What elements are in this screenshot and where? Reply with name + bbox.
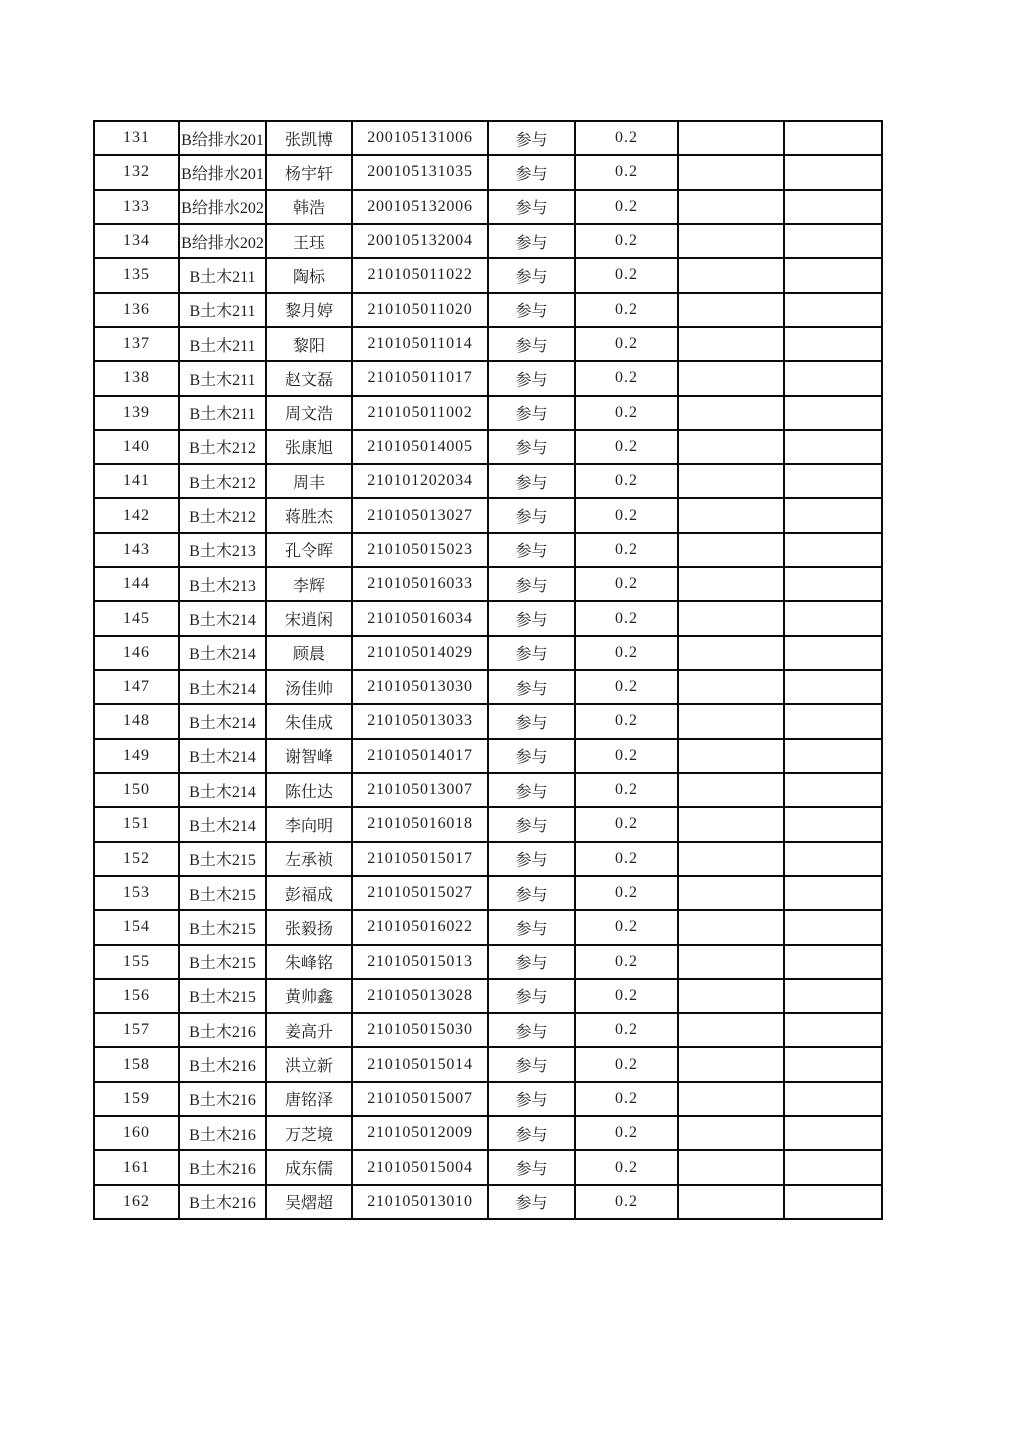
cell-empty-2 xyxy=(784,636,882,670)
cell-student-name: 左承祯 xyxy=(266,842,352,876)
cell-empty-2 xyxy=(784,567,882,601)
cell-empty-2 xyxy=(784,739,882,773)
cell-empty-1 xyxy=(678,327,784,361)
cell-student-name: 王珏 xyxy=(266,224,352,258)
cell-student-name: 赵文磊 xyxy=(266,361,352,395)
cell-row-number: 156 xyxy=(94,979,179,1013)
cell-participation-status: 参与 xyxy=(488,1013,575,1047)
cell-row-number: 158 xyxy=(94,1047,179,1081)
cell-empty-2 xyxy=(784,842,882,876)
cell-row-number: 147 xyxy=(94,670,179,704)
cell-class-name: B土木216 xyxy=(179,1150,266,1184)
cell-score: 0.2 xyxy=(575,1082,678,1116)
table-row xyxy=(94,1082,882,1116)
table-row xyxy=(94,155,882,189)
cell-empty-2 xyxy=(784,1013,882,1047)
cell-row-number: 157 xyxy=(94,1013,179,1047)
cell-empty-2 xyxy=(784,224,882,258)
cell-class-name: B土木212 xyxy=(179,498,266,532)
cell-empty-2 xyxy=(784,1150,882,1184)
table-row xyxy=(94,876,882,910)
cell-score: 0.2 xyxy=(575,396,678,430)
cell-student-name: 李向明 xyxy=(266,807,352,841)
cell-participation-status: 参与 xyxy=(488,1082,575,1116)
cell-participation-status: 参与 xyxy=(488,121,575,155)
table-row xyxy=(94,704,882,738)
cell-empty-2 xyxy=(784,1082,882,1116)
cell-student-id: 210105011014 xyxy=(352,327,488,361)
cell-row-number: 145 xyxy=(94,601,179,635)
cell-row-number: 154 xyxy=(94,910,179,944)
cell-class-name: B土木211 xyxy=(179,258,266,292)
cell-empty-1 xyxy=(678,1082,784,1116)
cell-empty-1 xyxy=(678,1013,784,1047)
cell-row-number: 153 xyxy=(94,876,179,910)
cell-empty-1 xyxy=(678,430,784,464)
table-row xyxy=(94,224,882,258)
table-row xyxy=(94,533,882,567)
cell-student-name: 万芝境 xyxy=(266,1116,352,1150)
cell-class-name: B土木211 xyxy=(179,293,266,327)
cell-class-name: B土木213 xyxy=(179,567,266,601)
cell-participation-status: 参与 xyxy=(488,876,575,910)
cell-empty-2 xyxy=(784,670,882,704)
cell-student-name: 朱佳成 xyxy=(266,704,352,738)
table-row xyxy=(94,327,882,361)
cell-student-name: 彭福成 xyxy=(266,876,352,910)
cell-class-name: B土木214 xyxy=(179,807,266,841)
cell-empty-2 xyxy=(784,155,882,189)
table-row xyxy=(94,601,882,635)
cell-participation-status: 参与 xyxy=(488,979,575,1013)
cell-empty-1 xyxy=(678,704,784,738)
cell-empty-2 xyxy=(784,945,882,979)
cell-student-id: 210105015004 xyxy=(352,1150,488,1184)
cell-participation-status: 参与 xyxy=(488,842,575,876)
table-row xyxy=(94,945,882,979)
cell-student-name: 洪立新 xyxy=(266,1047,352,1081)
cell-student-id: 210105011020 xyxy=(352,293,488,327)
cell-student-id: 210101202034 xyxy=(352,464,488,498)
cell-class-name: B土木214 xyxy=(179,670,266,704)
cell-score: 0.2 xyxy=(575,224,678,258)
cell-student-name: 韩浩 xyxy=(266,190,352,224)
cell-participation-status: 参与 xyxy=(488,1185,575,1219)
cell-student-id: 210105011002 xyxy=(352,396,488,430)
table-row xyxy=(94,1047,882,1081)
cell-participation-status: 参与 xyxy=(488,945,575,979)
cell-score: 0.2 xyxy=(575,361,678,395)
cell-score: 0.2 xyxy=(575,601,678,635)
cell-student-id: 210105015007 xyxy=(352,1082,488,1116)
cell-student-name: 陈仕达 xyxy=(266,773,352,807)
cell-class-name: B给排水201 xyxy=(179,121,266,155)
attendance-table-body xyxy=(94,121,882,1219)
cell-score: 0.2 xyxy=(575,807,678,841)
cell-empty-1 xyxy=(678,155,784,189)
cell-empty-2 xyxy=(784,601,882,635)
cell-empty-2 xyxy=(784,327,882,361)
cell-class-name: B土木216 xyxy=(179,1116,266,1150)
table-row xyxy=(94,396,882,430)
cell-class-name: B土木215 xyxy=(179,979,266,1013)
cell-row-number: 136 xyxy=(94,293,179,327)
cell-row-number: 148 xyxy=(94,704,179,738)
cell-student-name: 成东儒 xyxy=(266,1150,352,1184)
cell-score: 0.2 xyxy=(575,739,678,773)
cell-class-name: B土木216 xyxy=(179,1047,266,1081)
table-row xyxy=(94,910,882,944)
cell-empty-2 xyxy=(784,773,882,807)
cell-empty-1 xyxy=(678,739,784,773)
cell-student-name: 宋逍闲 xyxy=(266,601,352,635)
cell-student-name: 黎阳 xyxy=(266,327,352,361)
cell-row-number: 151 xyxy=(94,807,179,841)
cell-row-number: 133 xyxy=(94,190,179,224)
table-row xyxy=(94,1185,882,1219)
cell-class-name: B土木211 xyxy=(179,361,266,395)
cell-participation-status: 参与 xyxy=(488,258,575,292)
cell-student-id: 210105015027 xyxy=(352,876,488,910)
cell-empty-2 xyxy=(784,807,882,841)
cell-student-id: 210105011017 xyxy=(352,361,488,395)
cell-empty-1 xyxy=(678,807,784,841)
cell-class-name: B土木214 xyxy=(179,601,266,635)
cell-student-id: 210105016033 xyxy=(352,567,488,601)
cell-student-id: 210105014005 xyxy=(352,430,488,464)
cell-student-id: 210105014029 xyxy=(352,636,488,670)
cell-participation-status: 参与 xyxy=(488,773,575,807)
cell-student-id: 210105011022 xyxy=(352,258,488,292)
cell-empty-1 xyxy=(678,1185,784,1219)
cell-class-name: B给排水202 xyxy=(179,190,266,224)
cell-row-number: 135 xyxy=(94,258,179,292)
cell-empty-1 xyxy=(678,636,784,670)
cell-class-name: B土木213 xyxy=(179,533,266,567)
cell-empty-1 xyxy=(678,464,784,498)
cell-score: 0.2 xyxy=(575,670,678,704)
table-row xyxy=(94,636,882,670)
cell-empty-1 xyxy=(678,121,784,155)
cell-empty-1 xyxy=(678,533,784,567)
cell-class-name: B土木211 xyxy=(179,396,266,430)
cell-student-id: 210105012009 xyxy=(352,1116,488,1150)
cell-empty-2 xyxy=(784,1185,882,1219)
cell-class-name: B土木214 xyxy=(179,773,266,807)
table-row xyxy=(94,773,882,807)
cell-student-id: 210105016022 xyxy=(352,910,488,944)
cell-participation-status: 参与 xyxy=(488,464,575,498)
cell-student-name: 谢智峰 xyxy=(266,739,352,773)
cell-score: 0.2 xyxy=(575,121,678,155)
cell-row-number: 160 xyxy=(94,1116,179,1150)
cell-student-name: 杨宇轩 xyxy=(266,155,352,189)
cell-score: 0.2 xyxy=(575,1150,678,1184)
cell-participation-status: 参与 xyxy=(488,1150,575,1184)
cell-student-id: 210105013033 xyxy=(352,704,488,738)
cell-empty-1 xyxy=(678,567,784,601)
cell-empty-1 xyxy=(678,293,784,327)
cell-row-number: 144 xyxy=(94,567,179,601)
cell-participation-status: 参与 xyxy=(488,910,575,944)
table-row xyxy=(94,293,882,327)
cell-class-name: B土木212 xyxy=(179,430,266,464)
table-row xyxy=(94,430,882,464)
cell-row-number: 134 xyxy=(94,224,179,258)
cell-row-number: 139 xyxy=(94,396,179,430)
cell-student-name: 李辉 xyxy=(266,567,352,601)
cell-score: 0.2 xyxy=(575,327,678,361)
cell-empty-1 xyxy=(678,670,784,704)
cell-score: 0.2 xyxy=(575,1047,678,1081)
cell-student-name: 朱峰铭 xyxy=(266,945,352,979)
cell-row-number: 143 xyxy=(94,533,179,567)
cell-student-id: 210105014017 xyxy=(352,739,488,773)
cell-student-id: 200105131006 xyxy=(352,121,488,155)
cell-empty-2 xyxy=(784,258,882,292)
cell-row-number: 146 xyxy=(94,636,179,670)
cell-student-id: 210105013028 xyxy=(352,979,488,1013)
table-row xyxy=(94,498,882,532)
cell-student-name: 张凯博 xyxy=(266,121,352,155)
cell-empty-2 xyxy=(784,979,882,1013)
table-row xyxy=(94,190,882,224)
cell-score: 0.2 xyxy=(575,1116,678,1150)
cell-empty-2 xyxy=(784,430,882,464)
cell-class-name: B土木214 xyxy=(179,636,266,670)
cell-empty-1 xyxy=(678,876,784,910)
cell-empty-1 xyxy=(678,773,784,807)
cell-score: 0.2 xyxy=(575,190,678,224)
cell-participation-status: 参与 xyxy=(488,1047,575,1081)
cell-empty-1 xyxy=(678,498,784,532)
cell-participation-status: 参与 xyxy=(488,430,575,464)
cell-student-id: 210105013027 xyxy=(352,498,488,532)
cell-score: 0.2 xyxy=(575,979,678,1013)
cell-empty-1 xyxy=(678,258,784,292)
table-row xyxy=(94,464,882,498)
cell-empty-1 xyxy=(678,979,784,1013)
cell-row-number: 140 xyxy=(94,430,179,464)
cell-score: 0.2 xyxy=(575,293,678,327)
cell-empty-2 xyxy=(784,361,882,395)
cell-student-id: 210105016018 xyxy=(352,807,488,841)
cell-participation-status: 参与 xyxy=(488,807,575,841)
cell-student-id: 200105132006 xyxy=(352,190,488,224)
cell-participation-status: 参与 xyxy=(488,601,575,635)
cell-empty-2 xyxy=(784,464,882,498)
table-row xyxy=(94,807,882,841)
cell-student-id: 210105013010 xyxy=(352,1185,488,1219)
cell-empty-1 xyxy=(678,1116,784,1150)
cell-participation-status: 参与 xyxy=(488,293,575,327)
cell-participation-status: 参与 xyxy=(488,704,575,738)
table-row xyxy=(94,1116,882,1150)
cell-empty-1 xyxy=(678,842,784,876)
cell-student-name: 唐铭泽 xyxy=(266,1082,352,1116)
cell-row-number: 131 xyxy=(94,121,179,155)
cell-class-name: B土木211 xyxy=(179,327,266,361)
cell-student-name: 蒋胜杰 xyxy=(266,498,352,532)
cell-empty-1 xyxy=(678,1047,784,1081)
cell-empty-2 xyxy=(784,498,882,532)
cell-empty-2 xyxy=(784,876,882,910)
cell-row-number: 155 xyxy=(94,945,179,979)
cell-score: 0.2 xyxy=(575,910,678,944)
cell-score: 0.2 xyxy=(575,533,678,567)
attendance-table xyxy=(93,120,883,1220)
cell-participation-status: 参与 xyxy=(488,396,575,430)
cell-row-number: 142 xyxy=(94,498,179,532)
table-row xyxy=(94,1013,882,1047)
cell-participation-status: 参与 xyxy=(488,1116,575,1150)
cell-row-number: 161 xyxy=(94,1150,179,1184)
cell-student-id: 210105013030 xyxy=(352,670,488,704)
table-row xyxy=(94,121,882,155)
cell-student-name: 吴熠超 xyxy=(266,1185,352,1219)
cell-empty-1 xyxy=(678,361,784,395)
cell-class-name: B土木214 xyxy=(179,704,266,738)
cell-class-name: B给排水201 xyxy=(179,155,266,189)
cell-class-name: B土木216 xyxy=(179,1013,266,1047)
cell-row-number: 150 xyxy=(94,773,179,807)
cell-participation-status: 参与 xyxy=(488,361,575,395)
cell-row-number: 132 xyxy=(94,155,179,189)
cell-row-number: 152 xyxy=(94,842,179,876)
cell-empty-1 xyxy=(678,945,784,979)
cell-empty-1 xyxy=(678,910,784,944)
cell-score: 0.2 xyxy=(575,945,678,979)
cell-student-id: 210105015013 xyxy=(352,945,488,979)
cell-row-number: 159 xyxy=(94,1082,179,1116)
cell-score: 0.2 xyxy=(575,464,678,498)
cell-class-name: B土木216 xyxy=(179,1185,266,1219)
cell-score: 0.2 xyxy=(575,498,678,532)
table-row xyxy=(94,258,882,292)
table-row xyxy=(94,670,882,704)
cell-participation-status: 参与 xyxy=(488,670,575,704)
cell-empty-2 xyxy=(784,533,882,567)
cell-participation-status: 参与 xyxy=(488,533,575,567)
cell-empty-1 xyxy=(678,224,784,258)
cell-participation-status: 参与 xyxy=(488,498,575,532)
cell-class-name: B土木215 xyxy=(179,842,266,876)
cell-empty-2 xyxy=(784,396,882,430)
cell-empty-1 xyxy=(678,190,784,224)
cell-student-name: 孔令晖 xyxy=(266,533,352,567)
cell-participation-status: 参与 xyxy=(488,739,575,773)
cell-student-name: 陶标 xyxy=(266,258,352,292)
cell-row-number: 137 xyxy=(94,327,179,361)
cell-participation-status: 参与 xyxy=(488,155,575,189)
cell-score: 0.2 xyxy=(575,876,678,910)
cell-row-number: 162 xyxy=(94,1185,179,1219)
cell-score: 0.2 xyxy=(575,430,678,464)
cell-score: 0.2 xyxy=(575,567,678,601)
cell-empty-2 xyxy=(784,121,882,155)
cell-student-id: 210105015017 xyxy=(352,842,488,876)
table-row xyxy=(94,1150,882,1184)
cell-participation-status: 参与 xyxy=(488,567,575,601)
cell-participation-status: 参与 xyxy=(488,327,575,361)
cell-empty-2 xyxy=(784,1116,882,1150)
cell-student-id: 210105015023 xyxy=(352,533,488,567)
cell-row-number: 141 xyxy=(94,464,179,498)
table-row xyxy=(94,361,882,395)
cell-empty-2 xyxy=(784,190,882,224)
cell-row-number: 138 xyxy=(94,361,179,395)
cell-student-id: 200105132004 xyxy=(352,224,488,258)
cell-student-name: 张毅扬 xyxy=(266,910,352,944)
cell-student-id: 200105131035 xyxy=(352,155,488,189)
table-row xyxy=(94,979,882,1013)
cell-class-name: B土木215 xyxy=(179,945,266,979)
cell-student-name: 汤佳帅 xyxy=(266,670,352,704)
cell-class-name: B给排水202 xyxy=(179,224,266,258)
cell-empty-2 xyxy=(784,1047,882,1081)
cell-row-number: 149 xyxy=(94,739,179,773)
cell-score: 0.2 xyxy=(575,842,678,876)
cell-empty-2 xyxy=(784,704,882,738)
cell-student-id: 210105015014 xyxy=(352,1047,488,1081)
cell-student-name: 黎月婷 xyxy=(266,293,352,327)
cell-class-name: B土木216 xyxy=(179,1082,266,1116)
cell-empty-1 xyxy=(678,1150,784,1184)
table-row xyxy=(94,842,882,876)
cell-student-name: 周丰 xyxy=(266,464,352,498)
cell-class-name: B土木212 xyxy=(179,464,266,498)
cell-score: 0.2 xyxy=(575,704,678,738)
cell-score: 0.2 xyxy=(575,258,678,292)
cell-class-name: B土木214 xyxy=(179,739,266,773)
cell-empty-2 xyxy=(784,910,882,944)
cell-empty-1 xyxy=(678,601,784,635)
cell-class-name: B土木215 xyxy=(179,876,266,910)
cell-student-name: 周文浩 xyxy=(266,396,352,430)
cell-participation-status: 参与 xyxy=(488,636,575,670)
cell-score: 0.2 xyxy=(575,1013,678,1047)
cell-score: 0.2 xyxy=(575,636,678,670)
cell-student-name: 姜高升 xyxy=(266,1013,352,1047)
cell-score: 0.2 xyxy=(575,155,678,189)
table-row xyxy=(94,567,882,601)
cell-student-id: 210105016034 xyxy=(352,601,488,635)
cell-participation-status: 参与 xyxy=(488,190,575,224)
cell-student-id: 210105015030 xyxy=(352,1013,488,1047)
cell-empty-1 xyxy=(678,396,784,430)
cell-participation-status: 参与 xyxy=(488,224,575,258)
cell-score: 0.2 xyxy=(575,1185,678,1219)
cell-empty-2 xyxy=(784,293,882,327)
table-row xyxy=(94,739,882,773)
cell-student-name: 张康旭 xyxy=(266,430,352,464)
cell-class-name: B土木215 xyxy=(179,910,266,944)
cell-student-name: 黄帅鑫 xyxy=(266,979,352,1013)
cell-score: 0.2 xyxy=(575,773,678,807)
cell-student-id: 210105013007 xyxy=(352,773,488,807)
cell-student-name: 顾晨 xyxy=(266,636,352,670)
